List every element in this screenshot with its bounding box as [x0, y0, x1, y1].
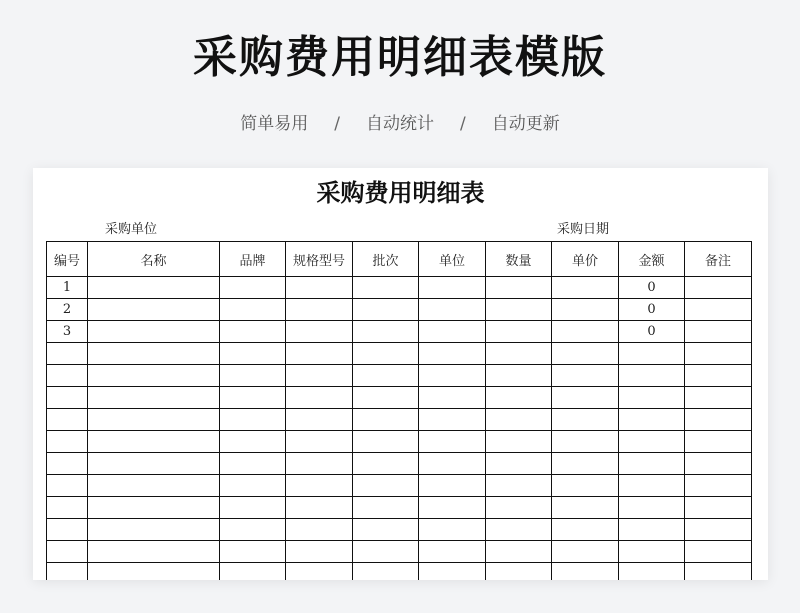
table-cell[interactable] [220, 365, 286, 387]
page-title: 采购费用明细表模版 [193, 32, 607, 83]
table-cell[interactable] [419, 343, 486, 365]
table-cell[interactable] [619, 497, 685, 519]
table-cell[interactable] [486, 431, 552, 453]
table-cell[interactable] [419, 365, 486, 387]
table-cell[interactable] [552, 343, 619, 365]
table-cell[interactable] [286, 365, 353, 387]
table-cell[interactable] [685, 343, 752, 365]
table-cell[interactable] [286, 563, 353, 581]
table-cell[interactable] [419, 519, 486, 541]
table-cell[interactable] [486, 409, 552, 431]
table-cell[interactable] [419, 409, 486, 431]
table-cell[interactable] [88, 541, 220, 563]
table-cell[interactable] [88, 409, 220, 431]
table-cell[interactable] [619, 519, 685, 541]
table-cell[interactable] [552, 475, 619, 497]
table-cell[interactable] [88, 563, 220, 581]
table-cell[interactable] [486, 475, 552, 497]
table-row [47, 321, 752, 343]
table-cell[interactable] [419, 321, 486, 343]
table-cell[interactable] [47, 519, 88, 541]
table-cell[interactable] [552, 277, 619, 299]
expense-table [46, 241, 752, 580]
table-cell[interactable] [286, 343, 353, 365]
table-cell[interactable] [419, 563, 486, 581]
table-cell[interactable] [286, 277, 353, 299]
table-row [47, 475, 752, 497]
table-cell[interactable] [685, 475, 752, 497]
table-cell[interactable] [220, 431, 286, 453]
column-header: 金额 [619, 242, 685, 277]
feature-tagline [0, 112, 800, 136]
table-row [47, 519, 752, 541]
table-cell[interactable] [47, 431, 88, 453]
table-cell[interactable] [88, 387, 220, 409]
table-cell[interactable] [353, 497, 419, 519]
table-cell[interactable]: 2 [47, 299, 88, 321]
purchase-date-label: 采购日期 [557, 222, 610, 237]
table-cell[interactable] [353, 387, 419, 409]
table-row [47, 365, 752, 387]
column-header: 规格型号 [286, 242, 353, 277]
table-cell[interactable] [419, 453, 486, 475]
table-cell[interactable] [419, 299, 486, 321]
table-cell[interactable] [286, 299, 353, 321]
table-cell[interactable] [353, 409, 419, 431]
table-cell[interactable] [88, 497, 220, 519]
table-cell[interactable] [353, 541, 419, 563]
table-cell[interactable] [88, 431, 220, 453]
table-cell[interactable] [619, 431, 685, 453]
table-cell[interactable] [486, 519, 552, 541]
table-cell[interactable] [353, 453, 419, 475]
table-row [47, 299, 752, 321]
table-cell[interactable]: 0 [619, 299, 685, 321]
table-cell[interactable] [486, 541, 552, 563]
table-cell[interactable] [486, 343, 552, 365]
table-cell[interactable] [419, 277, 486, 299]
table-cell[interactable] [486, 299, 552, 321]
column-header: 备注 [685, 242, 752, 277]
table-cell[interactable] [419, 387, 486, 409]
table-cell[interactable] [685, 387, 752, 409]
table-cell[interactable] [88, 365, 220, 387]
table-cell[interactable] [88, 519, 220, 541]
table-cell[interactable] [619, 541, 685, 563]
table-cell[interactable]: 0 [619, 277, 685, 299]
table-cell[interactable] [220, 343, 286, 365]
table-cell[interactable] [286, 431, 353, 453]
column-header: 数量 [486, 242, 552, 277]
feature-auto-stats: 自动统计 [366, 114, 434, 134]
table-cell[interactable] [353, 343, 419, 365]
table-cell[interactable] [47, 497, 88, 519]
table-cell[interactable] [286, 475, 353, 497]
feature-separator: / [460, 114, 466, 134]
table-cell[interactable] [47, 563, 88, 581]
table-cell[interactable] [552, 409, 619, 431]
table-cell[interactable] [220, 563, 286, 581]
table-cell[interactable] [419, 497, 486, 519]
column-header: 单位 [419, 242, 486, 277]
column-header: 品牌 [220, 242, 286, 277]
table-cell[interactable] [552, 541, 619, 563]
table-cell[interactable] [353, 299, 419, 321]
table-cell[interactable] [47, 409, 88, 431]
table-cell[interactable] [88, 453, 220, 475]
table-cell[interactable] [286, 409, 353, 431]
table-cell[interactable] [685, 299, 752, 321]
table-cell[interactable] [552, 497, 619, 519]
table-cell[interactable]: 0 [619, 321, 685, 343]
table-cell[interactable] [88, 277, 220, 299]
table-cell[interactable] [552, 431, 619, 453]
table-header-row [47, 242, 752, 277]
table-cell[interactable] [685, 365, 752, 387]
feature-easy: 简单易用 [240, 114, 309, 134]
table-row [47, 409, 752, 431]
table-cell[interactable] [685, 277, 752, 299]
column-header: 名称 [88, 242, 220, 277]
table-cell[interactable] [88, 321, 220, 343]
table-cell[interactable] [619, 453, 685, 475]
spreadsheet-preview [33, 168, 768, 580]
table-cell[interactable] [353, 277, 419, 299]
table-cell[interactable] [47, 343, 88, 365]
table-cell[interactable] [286, 387, 353, 409]
table-cell[interactable] [419, 431, 486, 453]
table-cell[interactable] [353, 321, 419, 343]
table-cell[interactable] [47, 453, 88, 475]
table-cell[interactable] [286, 497, 353, 519]
table-row [47, 387, 752, 409]
table-cell[interactable] [353, 475, 419, 497]
table-row [47, 541, 752, 563]
table-cell[interactable] [220, 497, 286, 519]
table-cell[interactable] [286, 541, 353, 563]
table-cell[interactable] [286, 453, 353, 475]
table-cell[interactable] [619, 365, 685, 387]
table-cell[interactable] [220, 475, 286, 497]
table-cell[interactable] [552, 387, 619, 409]
table-cell[interactable] [88, 343, 220, 365]
table-cell[interactable] [220, 409, 286, 431]
table-cell[interactable] [685, 321, 752, 343]
table-cell[interactable] [286, 321, 353, 343]
table-cell[interactable] [486, 563, 552, 581]
table-cell[interactable] [486, 365, 552, 387]
table-cell[interactable] [286, 519, 353, 541]
table-cell[interactable] [552, 519, 619, 541]
table-cell[interactable] [220, 277, 286, 299]
table-cell[interactable] [88, 475, 220, 497]
table-cell[interactable] [685, 563, 752, 581]
table-cell[interactable] [619, 409, 685, 431]
purchase-unit-label: 采购单位 [105, 222, 158, 237]
table-cell[interactable]: 3 [47, 321, 88, 343]
table-cell[interactable] [619, 475, 685, 497]
table-cell[interactable] [685, 541, 752, 563]
table-cell[interactable] [47, 365, 88, 387]
table-cell[interactable] [353, 519, 419, 541]
table-cell[interactable] [486, 277, 552, 299]
feature-separator: / [334, 114, 340, 134]
table-row [47, 343, 752, 365]
table-cell[interactable] [685, 497, 752, 519]
feature-auto-update: 自动更新 [491, 114, 560, 134]
column-header: 编号 [47, 242, 88, 277]
table-cell[interactable] [486, 321, 552, 343]
table-cell[interactable] [552, 365, 619, 387]
table-cell[interactable] [486, 387, 552, 409]
table-row [47, 277, 752, 299]
table-cell[interactable] [552, 563, 619, 581]
table-cell[interactable] [685, 409, 752, 431]
table-row [47, 431, 752, 453]
sheet-title: 采购费用明细表 [316, 178, 485, 207]
table-cell[interactable] [220, 387, 286, 409]
column-header: 单价 [552, 242, 619, 277]
table-cell[interactable] [47, 387, 88, 409]
table-cell[interactable] [220, 321, 286, 343]
table-row [47, 453, 752, 475]
table-cell[interactable] [619, 343, 685, 365]
table-cell[interactable] [619, 563, 685, 581]
table-cell[interactable] [353, 431, 419, 453]
table-cell[interactable] [619, 387, 685, 409]
table-row [47, 497, 752, 519]
table-cell[interactable] [552, 299, 619, 321]
table-cell[interactable] [220, 519, 286, 541]
table-cell[interactable] [552, 321, 619, 343]
table-cell[interactable] [486, 497, 552, 519]
table-row [47, 563, 752, 581]
table-cell[interactable] [419, 541, 486, 563]
table-cell[interactable] [220, 541, 286, 563]
table-cell[interactable] [486, 453, 552, 475]
table-cell[interactable] [220, 453, 286, 475]
table-cell[interactable] [419, 475, 486, 497]
table-cell[interactable] [552, 453, 619, 475]
table-cell[interactable] [47, 475, 88, 497]
column-header: 批次 [353, 242, 419, 277]
table-cell[interactable] [685, 431, 752, 453]
table-cell[interactable] [353, 365, 419, 387]
table-cell[interactable] [88, 299, 220, 321]
table-cell[interactable] [220, 299, 286, 321]
table-cell[interactable] [685, 519, 752, 541]
table-cell[interactable] [47, 541, 88, 563]
table-cell[interactable]: 1 [47, 277, 88, 299]
table-cell[interactable] [685, 453, 752, 475]
table-cell[interactable] [353, 563, 419, 581]
